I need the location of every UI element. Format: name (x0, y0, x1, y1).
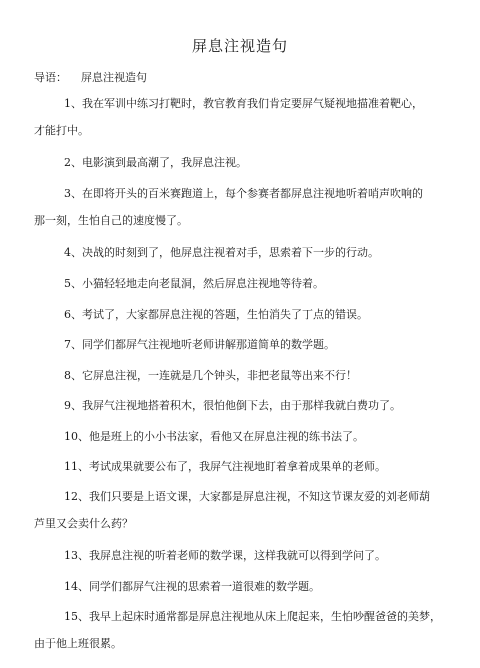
sentence-2: 2、电影演到最高潮了，我屏息注视。 (64, 156, 247, 169)
sentence-12-line-1: 12、我们只要是上语文课，大家都是屏息注视，不知这节课友爱的刘老师葫 (64, 490, 430, 503)
intro-line (34, 70, 147, 86)
sentence-14: 14、同学们都屏气注视的思索着一道很难的数学题。 (64, 580, 320, 593)
sentence-13: 13、我屏息注视的听着老师的数学课，这样我就可以得到学问了。 (64, 549, 386, 562)
sentence-10: 10、他是班上的小小书法家，看他又在屏息注视的练书法了。 (64, 430, 364, 443)
document-title: 屏息注视造句 (191, 37, 288, 55)
intro-label: 导语： (34, 71, 67, 84)
sentence-9: 9、我屏气注视地搭着积木，很怕他倒下去，由于那样我就白费功了。 (64, 399, 401, 412)
sentence-8: 8、它屏息注视，一连就是几个钟头，非把老鼠等出来不行！ (64, 369, 357, 382)
sentence-15-line-2: 由于他上班很累。 (34, 637, 122, 650)
sentence-6: 6、考试了，大家都屏息注视的答题，生怕消失了丁点的错误。 (64, 308, 368, 321)
sentence-12-line-2: 芦里又会卖什么药？ (34, 517, 133, 530)
sentence-1-line-1: 1、我在军训中练习打靶时，教官教育我们肯定要屏气疑视地描准着靶心， (64, 97, 423, 110)
intro-text: 屏息注视造句 (81, 71, 147, 84)
sentence-4: 4、决战的时刻到了，他屏息注视着对手，思索着下一步的行动。 (64, 246, 379, 259)
sentence-11: 11、考试成果就要公布了，我屏气注视地盯着拿着成果单的老师。 (64, 460, 386, 473)
sentence-3-line-2: 那一刻，生怕自己的速度慢了。 (34, 214, 188, 227)
sentence-3-line-1: 3、在即将开头的百米赛跑道上，每个参赛者都屏息注视地听着哨声吹响的 (64, 187, 423, 200)
sentence-15-line-1: 15、我早上起床时通常都是屏息注视地从床上爬起来，生怕吵醒爸爸的美梦， (64, 610, 441, 623)
sentence-5: 5、小猫轻轻地走向老鼠洞，然后屏息注视地等待着。 (64, 277, 324, 290)
sentence-1-line-2: 才能打中。 (34, 124, 89, 137)
sentence-7: 7、同学们都屏气注视地听老师讲解那道简单的数学题。 (64, 338, 335, 351)
